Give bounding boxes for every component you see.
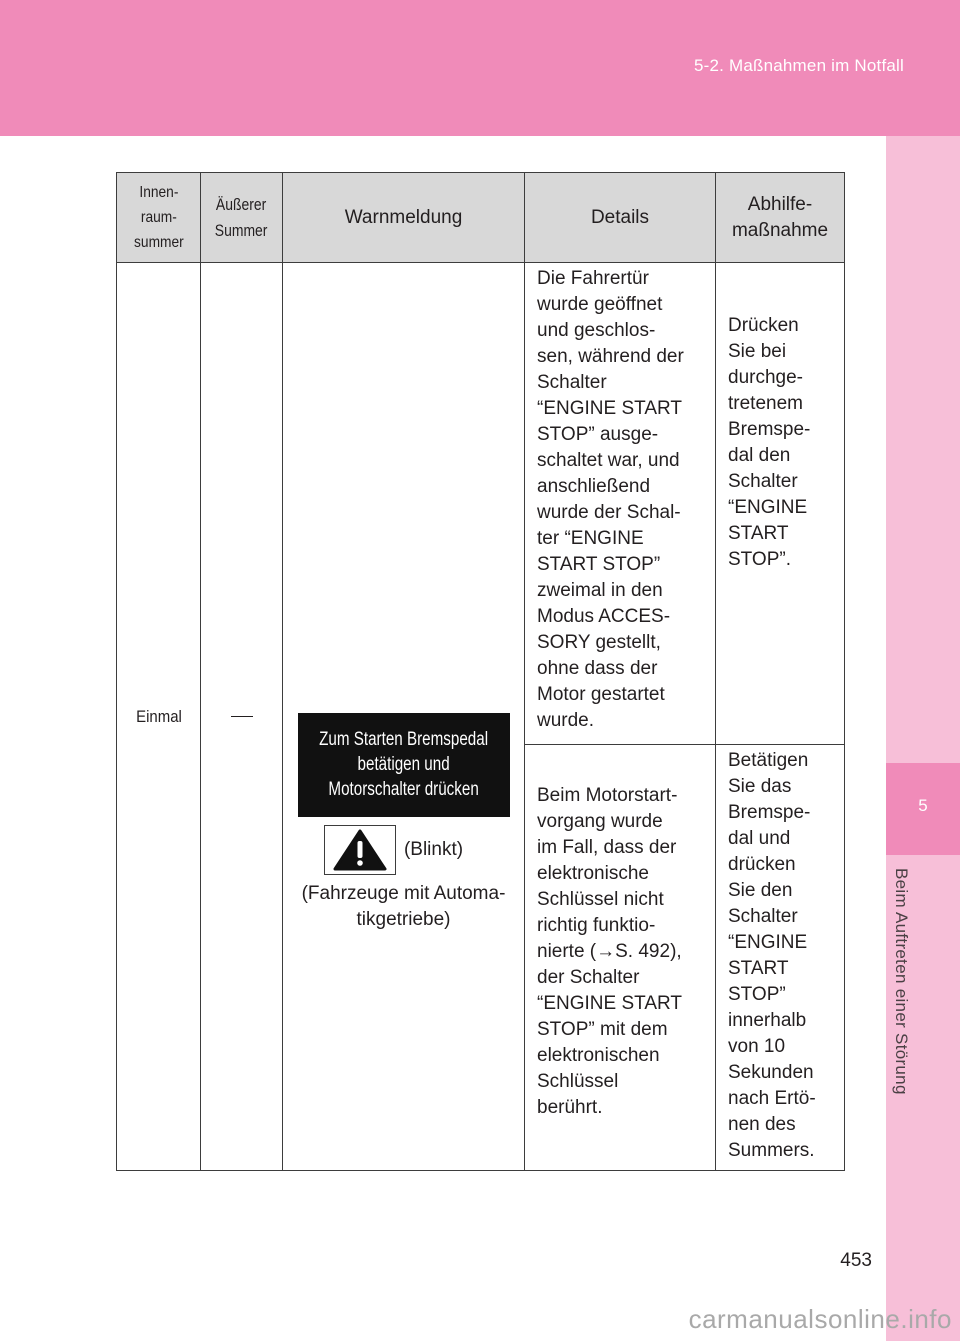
text-line: Schlüssel (537, 1070, 619, 1092)
warning-message-group (283, 713, 524, 933)
text-line: “ENGINE START (537, 398, 682, 419)
text-line: Modus ACCES- (537, 606, 671, 627)
text-line: anschließend (537, 476, 651, 497)
text-line: wurde. (537, 710, 595, 731)
text-line: elektronischen (537, 1044, 660, 1066)
text-line: Schalter (728, 906, 798, 927)
page-number: 453 (840, 1250, 872, 1271)
details-cell-1 (525, 263, 716, 745)
text-line: ohne dass der (537, 658, 658, 679)
text-line: STOP” (728, 984, 786, 1005)
text-line: nen des (728, 1114, 796, 1135)
text-line: Beim Motorstart- (537, 784, 678, 806)
text-line: Drücken (728, 314, 799, 336)
table-row (117, 263, 845, 745)
table-header-row (117, 173, 845, 263)
text-line: START STOP” (537, 554, 661, 575)
text-line: schaltet war, und (537, 450, 680, 471)
text-line: Schalter (728, 470, 798, 492)
text-line: sen, während der (537, 346, 684, 367)
text-line: von 10 (728, 1036, 786, 1057)
text-line: zweimal in den (537, 580, 663, 601)
header-exterior-buzzer (201, 173, 283, 263)
text-line: dal den (728, 444, 791, 466)
details-text-1 (537, 266, 705, 734)
text-line: richtig funktio- (537, 914, 656, 936)
header-warning-message: Warnmeldung (283, 173, 525, 263)
chapter-number: 5 (918, 796, 928, 815)
details-text-2 (537, 783, 705, 1121)
text-line: nierte (→S. 492), (537, 940, 682, 962)
remedy-cell-2 (716, 745, 845, 1171)
text-line: nach Ertö- (728, 1088, 816, 1109)
text-line: Schalter (537, 372, 607, 393)
text-line: Schlüssel nicht (537, 888, 664, 910)
text-line: START (728, 522, 789, 544)
display-message-box (298, 713, 510, 817)
vehicle-note: (Fahrzeuge mit Automa- tikgetriebe) (301, 882, 506, 930)
header-interior-buzzer-label: Innen- raum- summer (133, 184, 184, 251)
dash-placeholder (231, 716, 253, 717)
watermark: carmanualsonline.info (688, 1304, 952, 1334)
warning-icon-box (324, 825, 396, 875)
text-line: “ENGINE START (537, 992, 682, 1014)
text-line: Sie das (728, 776, 792, 797)
details-cell-2 (525, 745, 716, 1171)
text-line: ter “ENGINE (537, 528, 644, 549)
text-line: Sie bei (728, 340, 787, 362)
text-line: STOP” ausge- (537, 424, 659, 445)
text-line: wurde geöffnet (537, 294, 663, 315)
text-line: innerhalb (728, 1010, 807, 1031)
side-tab (886, 136, 960, 1341)
text-line: STOP”. (728, 548, 791, 570)
header-remedy: Abhilfe- maßnahme (716, 173, 845, 263)
remedy-text-1 (728, 313, 836, 573)
header-interior-buzzer (117, 173, 201, 263)
text-line: wurde der Schal- (537, 502, 681, 523)
text-line: Sie den (728, 880, 793, 901)
text-line: drücken (728, 854, 796, 875)
text-line: und geschlos- (537, 320, 656, 341)
text-line: Betätigen (728, 750, 809, 771)
text-line: Sekunden (728, 1062, 814, 1083)
text-line: der Schalter (537, 966, 640, 988)
text-line: dal und (728, 828, 791, 849)
text-line: START (728, 958, 789, 979)
text-line: SORY gestellt, (537, 632, 661, 653)
text-line: “ENGINE (728, 932, 808, 953)
warning-table (116, 172, 845, 1171)
interior-buzzer-cell (117, 263, 201, 1171)
text-line: tretenem (728, 392, 803, 414)
blink-label: (Blinkt) (403, 838, 464, 860)
chapter-title: Beim Auftreten einer Störung (892, 868, 911, 1095)
display-message: Zum Starten Bremspedal betätigen und Motorschalter drücken (319, 729, 488, 800)
warning-triangle-icon (331, 828, 389, 872)
text-line: Bremspe- (728, 418, 811, 440)
text-line: elektronische (537, 862, 649, 884)
remedy-cell-1 (716, 263, 845, 745)
warning-message-cell (283, 263, 525, 1171)
text-line: Die Fahrertür (537, 268, 649, 289)
text-line: durchge- (728, 366, 803, 388)
text-line: Motor gestartet (537, 684, 665, 705)
text-line: berührt. (537, 1096, 603, 1118)
section-title: 5-2. Maßnahmen im Notfall (693, 56, 904, 75)
text-line: im Fall, dass der (537, 836, 677, 858)
text-line: Summers. (728, 1140, 815, 1161)
text-line: “ENGINE (728, 496, 808, 518)
text-line: vorgang wurde (537, 810, 663, 832)
header-details: Details (525, 173, 716, 263)
header-exterior-buzzer-label: Äußerer Summer (215, 194, 268, 240)
text-line: STOP” mit dem (537, 1018, 668, 1040)
interior-buzzer-value: Einmal (135, 706, 182, 726)
text-line: Bremspe- (728, 802, 811, 823)
remedy-text-2 (728, 748, 836, 1164)
blink-row (283, 825, 524, 875)
exterior-buzzer-cell (201, 263, 283, 1171)
